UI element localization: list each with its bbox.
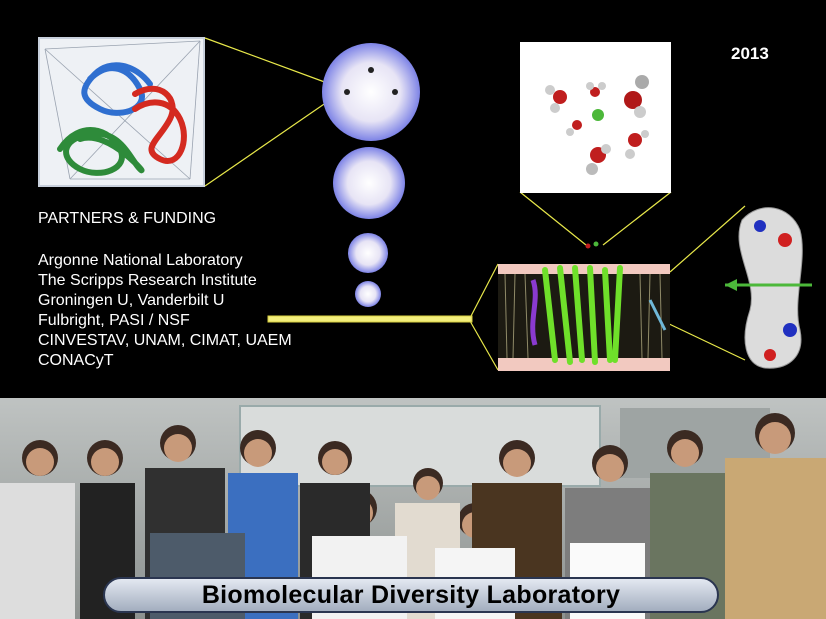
partner-line: Groningen U, Vanderbilt U: [38, 292, 225, 309]
partner-line: Argonne National Laboratory: [38, 252, 243, 269]
partners-funding-list: [38, 209, 292, 371]
partner-line: CONACyT: [38, 352, 114, 369]
partner-line: Fulbright, PASI / NSF: [38, 312, 190, 329]
partner-line: CINVESTAV, UNAM, CIMAT, UAEM: [38, 332, 292, 349]
year-label: 2013: [731, 44, 769, 63]
partner-line: The Scripps Research Institute: [38, 272, 257, 289]
lab-name-banner: Biomolecular Diversity Laboratory: [103, 577, 719, 613]
partners-heading: PARTNERS & FUNDING: [38, 210, 217, 227]
